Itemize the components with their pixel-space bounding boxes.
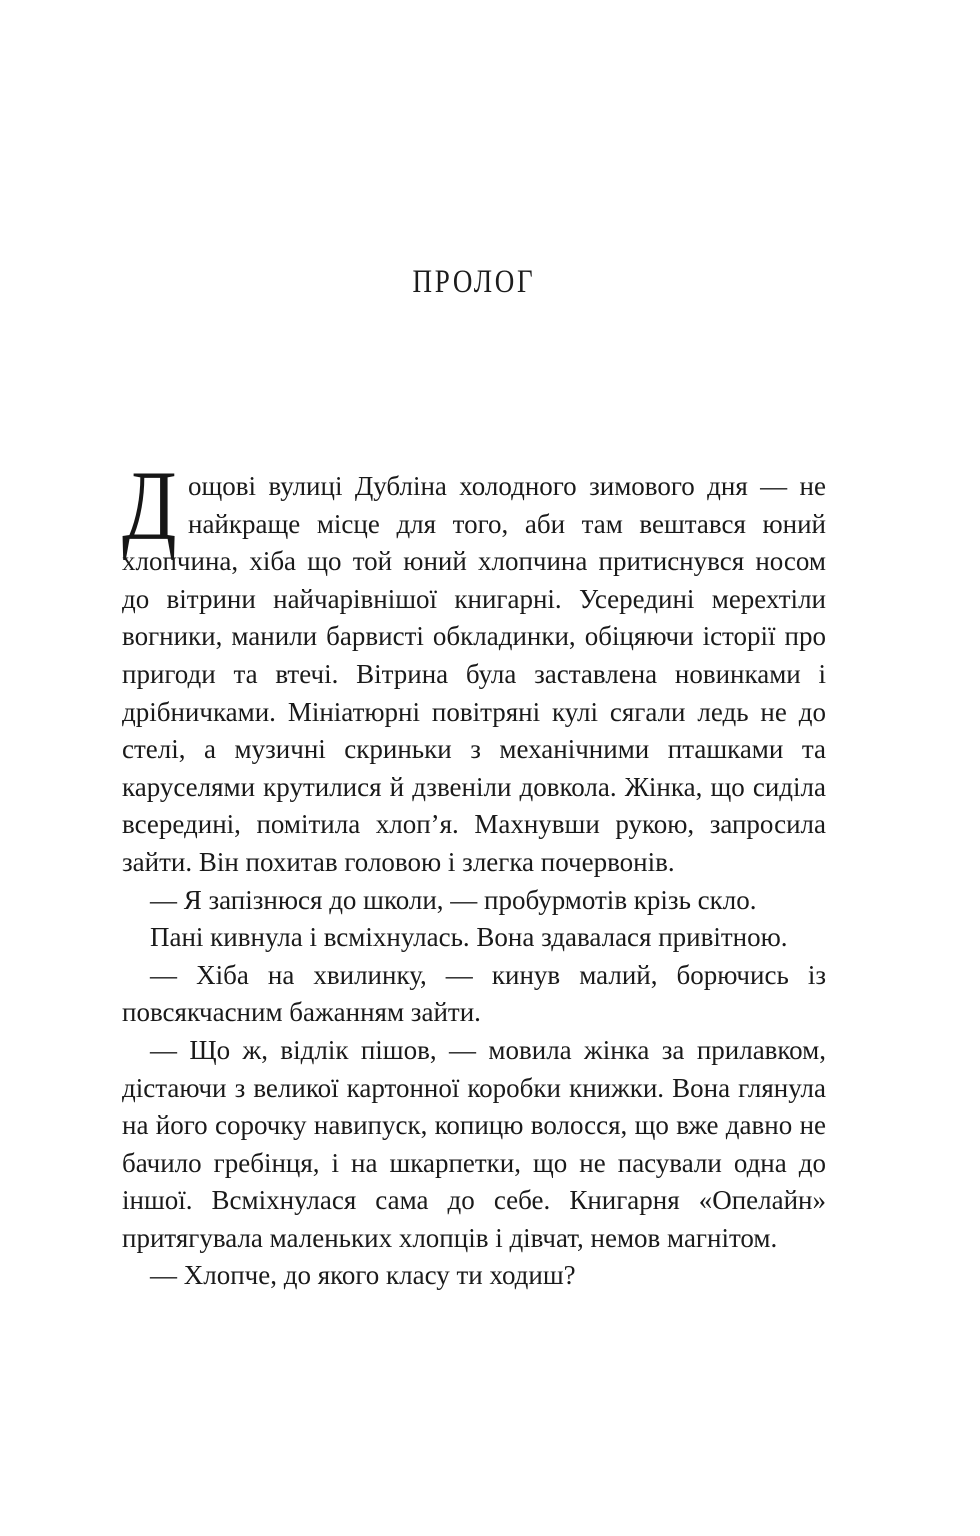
paragraph-dialogue <box>122 957 826 1032</box>
drop-cap: Д <box>122 450 177 561</box>
text-column <box>122 0 826 1295</box>
paragraph-text: — Хіба на хвилинку, — кинув малий, борючись із повсякчасним бажанням зайти. <box>122 959 826 1028</box>
paragraph-dialogue <box>122 1257 826 1295</box>
paragraph-opening <box>122 450 826 882</box>
paragraph <box>122 919 826 957</box>
paragraph-dialogue <box>122 882 826 920</box>
paragraph-dialogue <box>122 1032 826 1258</box>
paragraph-text: ощові вулиці Дубліна холодного зимового дня — не найкраще місце для того, аби там вештався юний хлопчина, хіба що той юний хлопчина притиснувся носом до вітрини найчарівнішої книгарні. Усередині мерехтіли вогники, манили барвисті обкладинки, обіцяючи історії про пригоди та втечі. Вітрина була заставлена новинками і дрібничками. Мініатюрні повітряні кулі сягали ледь не до стелі, а музичні скриньки з механічними пташками та каруселями крутилися й дзвеніли довкола. Жінка, що сиділа всередині, помітила хлоп’я. Махнувши рукою, запросила зайти. Він похитав головою і злегка почервонів. <box>122 471 826 877</box>
paragraph-text: — Хлопче, до якого класу ти ходиш? <box>150 1260 576 1291</box>
paragraph-text: — Я запізнюся до школи, — пробурмотів крізь скло. <box>150 884 757 915</box>
paragraph-text: — Що ж, відлік пішов, — мовила жінка за прилавком, дістаючи з великої картонної коробки книжки. Вона глянула на його сорочку навипуск, копицю волосся, що вже давно не бачило гребінця, і на шкарпетки, що не пасували одна до іншої. Всміхнулася сама до себе. Книгарня «Опелайн» притягувала маленьких хлопців і дівчат, немов магнітом. <box>122 1034 826 1253</box>
chapter-title-text: ПРОЛОГ <box>412 264 536 300</box>
chapter-body <box>122 450 826 1295</box>
chapter-title <box>122 264 826 301</box>
paragraph-text: Пані кивнула і всміхнулась. Вона здавалася привітною. <box>150 922 788 953</box>
